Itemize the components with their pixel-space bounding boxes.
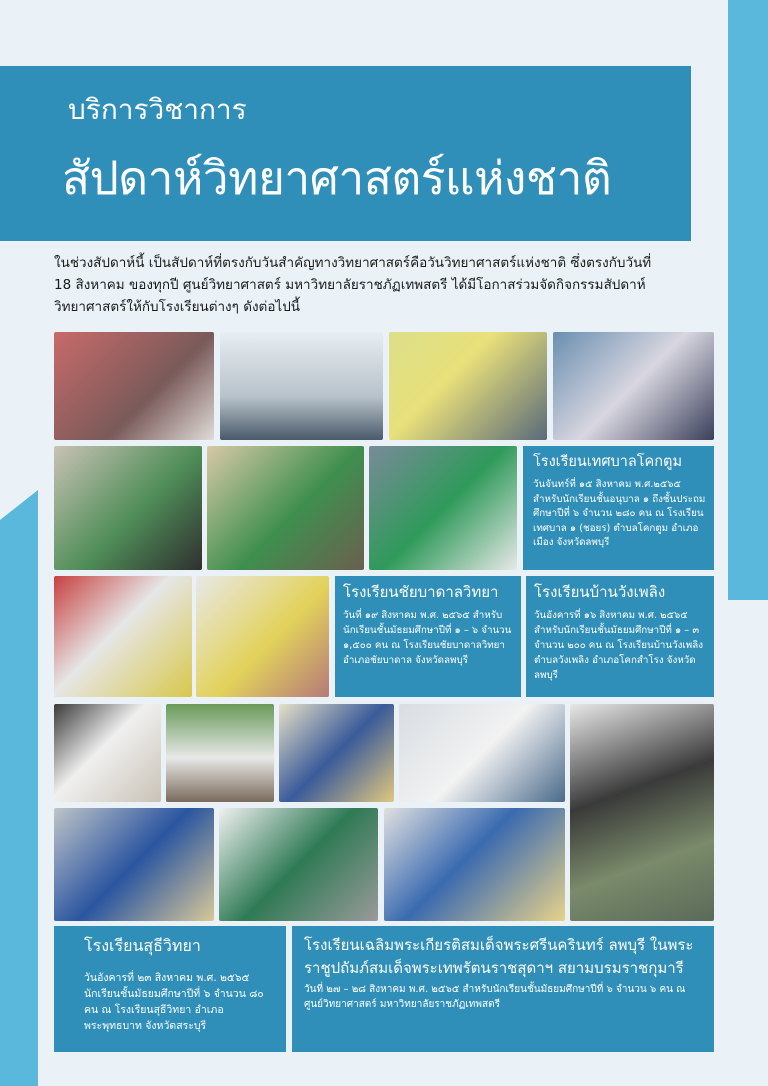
- activity-photo: [207, 446, 364, 570]
- activity-photo: [219, 808, 378, 921]
- intro-line: ในช่วงสัปดาห์นี้ เป็นสัปดาห์ที่ตรงกับวันสำคัญทางวิทยาศาสตร์คือวันวิทยาศาสตร์แห่งชาติ ซึ่งตรงกับวันที่: [54, 255, 652, 271]
- school-card: [335, 576, 521, 697]
- school-detail: วันอังคารที่ ๒๓ สิงหาคม พ.ศ. ๒๕๖๕ นักเรียนชั้นมัธยมศึกษาปีที่ ๖ จำนวน ๘๐ คน ณ โรงเรียนสุธีวิทยา อำเภอพระพุทธบาท จังหวัดสระบุรี: [84, 972, 264, 1032]
- left-accent-notch: [0, 490, 38, 520]
- activity-photo: [399, 704, 565, 802]
- school-card: [54, 926, 286, 1052]
- school-name: โรงเรียนเฉลิมพระเกียรติสมเด็จพระศรีนครินทร์ ลพบุรี ในพระราชูปถัมภ์สมเด็จพระเทพรัตนราชสุดาฯ สยามบรมราชกุมารี: [304, 936, 694, 977]
- school-card: [523, 446, 714, 570]
- activity-photo: [220, 332, 383, 440]
- activity-photo: [553, 332, 714, 440]
- intro-line: วิทยาศาสตร์ให้กับโรงเรียนต่างๆ ดังต่อไปนี้: [54, 299, 301, 315]
- activity-photo: [570, 704, 714, 921]
- activity-photo: [196, 576, 329, 697]
- school-name: โรงเรียนชัยบาดาลวิทยา: [343, 583, 499, 601]
- school-detail: วันอังคารที่ ๑๖ สิงหาคม พ.ศ. ๒๕๖๕ สำหรับนักเรียนชั้นมัธยมศึกษาปีที่ ๑ – ๓ จำนวน ๒๐๐ คน ณ โรงเรียนบ้านวังเพลิง ตำบลวังเพลิง อำเภอโคกสำโรง จังหวัดลพบุรี: [534, 610, 704, 681]
- header-banner: [0, 66, 691, 241]
- school-detail: วันที่ ๒๗ – ๒๘ สิงหาคม พ.ศ. ๒๕๖๕ สำหรับนักเรียนชั้นมัธยมศึกษาปีที่ ๖ จำนวน ๖ คน ณ ศูนย์วิทยาศาสตร์ มหาวิทยาลัยราชภัฏเทพสตรี: [304, 984, 686, 1010]
- school-name: โรงเรียนบ้านวังเพลิง: [534, 583, 666, 601]
- activity-photo: [54, 576, 192, 697]
- intro-line: 18 สิงหาคม ของทุกปี ศูนย์วิทยาศาสตร์ มหาวิทยาลัยราชภัฏเทพสตรี ได้มีโอกาสร่วมจัดกิจกรรมสัปดาห์: [54, 277, 646, 293]
- activity-photo: [166, 704, 274, 802]
- school-detail: วันที่ ๑๙ สิงหาคม พ.ศ. ๒๕๖๕ สำหรับนักเรียนชั้นมัธยมศึกษาปีที่ ๑ – ๖ จำนวน ๑,๕๐๐ คน ณ โรงเรียนชัยบาดาลวิทยา อำเภอชัยบาดาล จังหวัดลพบุรี: [343, 610, 512, 666]
- left-accent-bar: [0, 490, 38, 1086]
- activity-photo: [54, 704, 161, 802]
- school-card: [526, 576, 714, 697]
- activity-photo: [54, 808, 214, 921]
- school-name: โรงเรียนสุธีวิทยา: [84, 936, 201, 955]
- right-accent-bar: [728, 0, 768, 600]
- intro-paragraph: [54, 252, 714, 318]
- activity-photo: [54, 332, 214, 440]
- activity-photo: [54, 446, 202, 570]
- school-detail: วันจันทร์ที่ ๑๕ สิงหาคม พ.ศ.๒๕๖๕ สำหรับนักเรียนชั้นอนุบาล ๑ ถึงชั้นประถมศึกษาปีที่ ๖ จำนวน ๒๘๐ คน ณ โรงเรียนเทศบาล ๑ (ชอยร) ตำบลโคกตูม อำเภอเมือง จังหวัดลพบุรี: [533, 479, 706, 548]
- page-title: สัปดาห์วิทยาศาสตร์แห่งชาติ: [62, 151, 612, 205]
- activity-photo: [279, 704, 394, 802]
- school-card: [292, 926, 714, 1052]
- activity-photo: [389, 332, 547, 440]
- activity-photo: [369, 446, 517, 570]
- activity-photo: [384, 808, 565, 921]
- banner-subtitle: บริการวิชาการ: [68, 93, 247, 126]
- school-name: โรงเรียนเทศบาลโคกตูม: [533, 454, 683, 470]
